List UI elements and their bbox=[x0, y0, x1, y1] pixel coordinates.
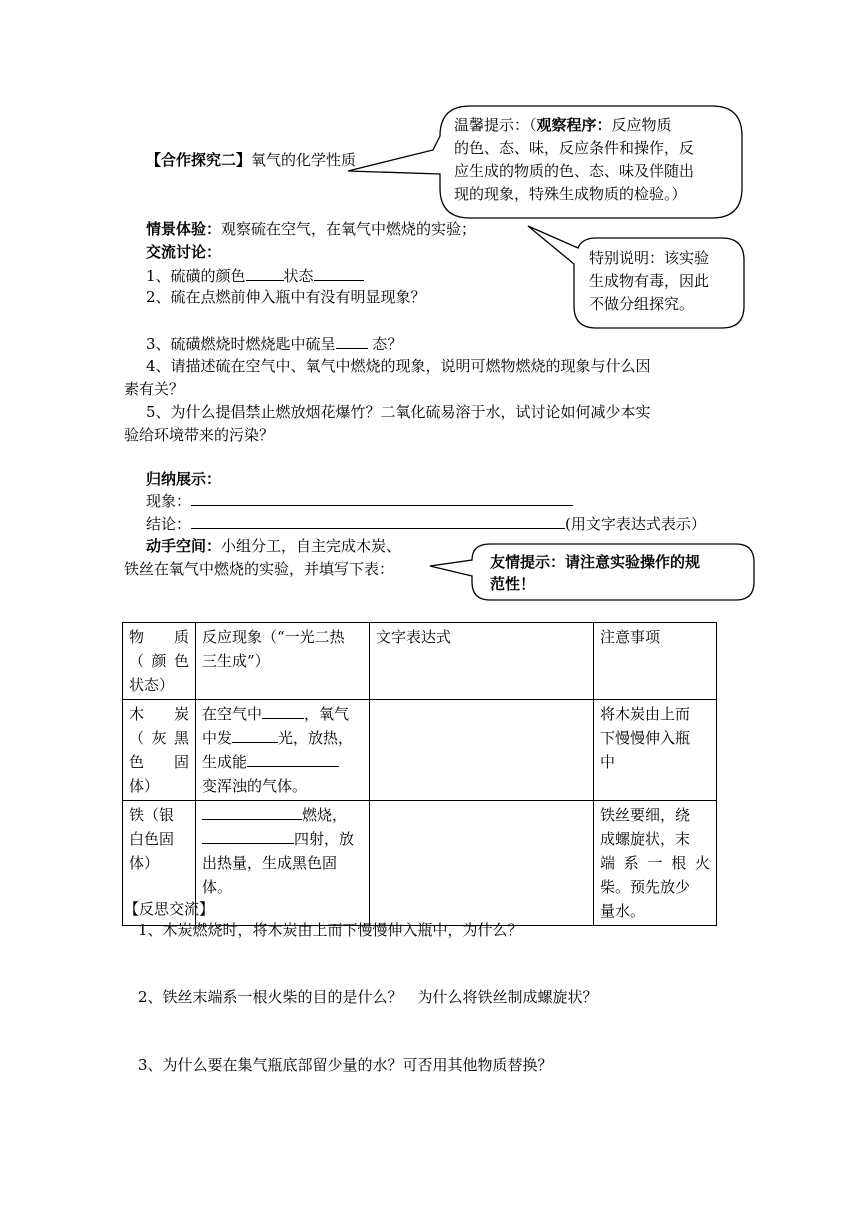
header-substance bbox=[123, 623, 196, 700]
tip1-line2: 的色、态、味，反应条件和操作，反 bbox=[454, 139, 695, 157]
summary-conclusion bbox=[146, 513, 706, 534]
iron-name-l1: 铁（银 bbox=[129, 806, 175, 824]
iron-ph-l4: 体。 bbox=[202, 878, 233, 896]
header-phenomenon bbox=[196, 623, 370, 700]
charcoal-name-l1: 木 炭 bbox=[129, 705, 189, 723]
discussion-q2: 2、硫在点燃前伸入瓶中有没有明显现象？ bbox=[146, 288, 426, 306]
phenomenon-blank bbox=[191, 490, 573, 506]
coop-heading-label: 【合作探究二】 bbox=[146, 151, 252, 169]
reflection-q1: 1、木炭燃烧时，将木炭由上而下慢慢伸入瓶中，为什么？ bbox=[138, 921, 523, 939]
header-substance-l3: 状态） bbox=[129, 676, 175, 694]
charcoal-ph-l2b: 光，放热， bbox=[278, 729, 354, 747]
blank bbox=[202, 804, 302, 820]
tip-bubble-1-text bbox=[454, 114, 738, 206]
friendly-tip-line2: 范性！ bbox=[490, 575, 536, 593]
header-phenomenon-l1: 反应现象（“一光二热 bbox=[202, 628, 345, 646]
friendly-tip-line1: 友情提示：请注意实验操作的规 bbox=[490, 553, 701, 571]
conclusion-hint: (用文字表达式表示） bbox=[565, 515, 706, 533]
discussion-q5-line2: 验给环境带来的污染？ bbox=[124, 426, 275, 444]
charcoal-note-l2: 下慢慢伸入瓶 bbox=[600, 729, 691, 747]
table-header-row bbox=[123, 623, 717, 700]
charcoal-ph-l1a: 在空气中 bbox=[202, 705, 263, 723]
charcoal-name-l2: （灰黑 bbox=[129, 729, 189, 747]
tip1-line1-rest: 反应物质 bbox=[611, 116, 672, 134]
coop-topic: 氧气的化学性质 bbox=[251, 151, 357, 169]
blank bbox=[262, 703, 304, 719]
charcoal-note-l1: 将木炭由上而 bbox=[600, 705, 691, 723]
charcoal-notes bbox=[594, 700, 717, 801]
reflection-q2: 2、铁丝末端系一根火柴的目的是什么？ 为什么将铁丝制成螺旋状？ bbox=[138, 988, 598, 1006]
scene-text: 观察硫在空气，在氧气中燃烧的实验； bbox=[221, 220, 477, 238]
iron-name-l2: 白色固 bbox=[129, 830, 175, 848]
header-substance-l1: 物 质 bbox=[129, 628, 189, 646]
q3-text: 3、硫磺燃烧时燃烧匙中硫呈 bbox=[146, 335, 336, 353]
charcoal-ph-l3a: 生成能 bbox=[202, 753, 248, 771]
reflection-q3: 3、为什么要在集气瓶底部留少量的水？可否用其他物质替换？ bbox=[138, 1056, 553, 1074]
hands-on-label: 动手空间： bbox=[146, 537, 222, 555]
note-bubble-text bbox=[589, 247, 739, 316]
charcoal-name-l3: 色 固 bbox=[129, 753, 189, 771]
iron-note-l1: 铁丝要细，绕 bbox=[600, 806, 691, 824]
header-phenomenon-l2: 三生成”） bbox=[202, 652, 270, 670]
note-line2: 生成物有毒，因此 bbox=[589, 272, 710, 290]
iron-phenomenon bbox=[196, 801, 370, 926]
scene-label: 情景体验： bbox=[146, 220, 222, 238]
reflection-heading: 【反思交流】 bbox=[124, 900, 215, 918]
q1-state: 状态 bbox=[283, 267, 314, 285]
header-substance-l2: （颜色 bbox=[129, 652, 189, 670]
scene-line bbox=[146, 219, 476, 239]
blank bbox=[314, 265, 364, 281]
header-expression: 文字表达式 bbox=[370, 623, 594, 700]
blank bbox=[232, 727, 278, 743]
discussion-q3 bbox=[146, 333, 402, 354]
experiment-table bbox=[122, 622, 717, 926]
coop-heading bbox=[146, 150, 356, 170]
discussion-q4-line1: 4、请描述硫在空气中、氧气中燃烧的现象，说明可燃物燃烧的现象与什么因 bbox=[146, 357, 651, 375]
hands-on-text1: 小组分工，自主完成木炭、 bbox=[221, 537, 402, 555]
tip1-bold: 观察程序： bbox=[536, 116, 612, 134]
tip1-prefix: 温馨提示：（ bbox=[454, 116, 537, 134]
charcoal-ph-l4: 变浑浊的气体。 bbox=[202, 777, 308, 795]
note-line1: 特别说明：该实验 bbox=[589, 249, 710, 267]
iron-note-l5: 量水。 bbox=[600, 902, 646, 920]
iron-ph-l3: 出热量，生成黑色固 bbox=[202, 854, 338, 872]
discussion-q5-line1: 5、为什么提倡禁止燃放烟花爆竹？二氧化硫易溶于水，试讨论如何减少本实 bbox=[146, 403, 651, 421]
conclusion-blank bbox=[191, 513, 565, 529]
hands-on-line2: 铁丝在氧气中燃烧的实验，并填写下表： bbox=[124, 560, 395, 578]
table-row-charcoal bbox=[123, 700, 717, 801]
blank bbox=[202, 828, 294, 844]
discussion-q4-line2: 素有关？ bbox=[124, 380, 185, 398]
iron-note-l2: 成螺旋状，末 bbox=[600, 830, 691, 848]
iron-ph-l2b: 四射，放 bbox=[294, 830, 355, 848]
iron-notes bbox=[594, 801, 717, 926]
iron-name-l3: 体） bbox=[129, 854, 160, 872]
summary-phenomenon bbox=[146, 490, 573, 511]
charcoal-ph-l1b: ，氧气 bbox=[304, 705, 350, 723]
discussion-label: 交流讨论： bbox=[146, 243, 222, 261]
summary-label: 归纳展示： bbox=[146, 470, 222, 488]
header-notes: 注意事项 bbox=[594, 623, 717, 700]
iron-ph-l1b: 燃烧， bbox=[302, 806, 348, 824]
charcoal-name bbox=[123, 700, 196, 801]
phenomenon-label: 现象： bbox=[146, 492, 192, 510]
conclusion-label: 结论： bbox=[146, 515, 192, 533]
q1-color: 1、硫磺的颜色 bbox=[146, 267, 246, 285]
charcoal-name-l4: 体） bbox=[129, 777, 160, 795]
note-line3: 不做分组探究。 bbox=[589, 295, 695, 313]
blank bbox=[246, 265, 284, 281]
charcoal-note-l3: 中 bbox=[600, 753, 616, 771]
iron-expression bbox=[370, 801, 594, 926]
charcoal-ph-l2a: 中发 bbox=[202, 729, 233, 747]
charcoal-expression bbox=[370, 700, 594, 801]
hands-on-line1 bbox=[146, 536, 401, 556]
tip1-line3: 应生成的物质的色、态、味及伴随出 bbox=[454, 162, 695, 180]
charcoal-phenomenon bbox=[196, 700, 370, 801]
iron-note-l4: 柴。预先放少 bbox=[600, 878, 691, 896]
tip1-line4: 现的现象，特殊生成物质的检验。） bbox=[454, 185, 687, 203]
q3-state: 态？ bbox=[372, 335, 403, 353]
friendly-tip-text bbox=[490, 551, 700, 595]
blank bbox=[336, 333, 368, 349]
discussion-q1 bbox=[146, 265, 364, 286]
blank bbox=[247, 751, 339, 767]
iron-note-l3: 端系一根火 bbox=[600, 854, 710, 872]
